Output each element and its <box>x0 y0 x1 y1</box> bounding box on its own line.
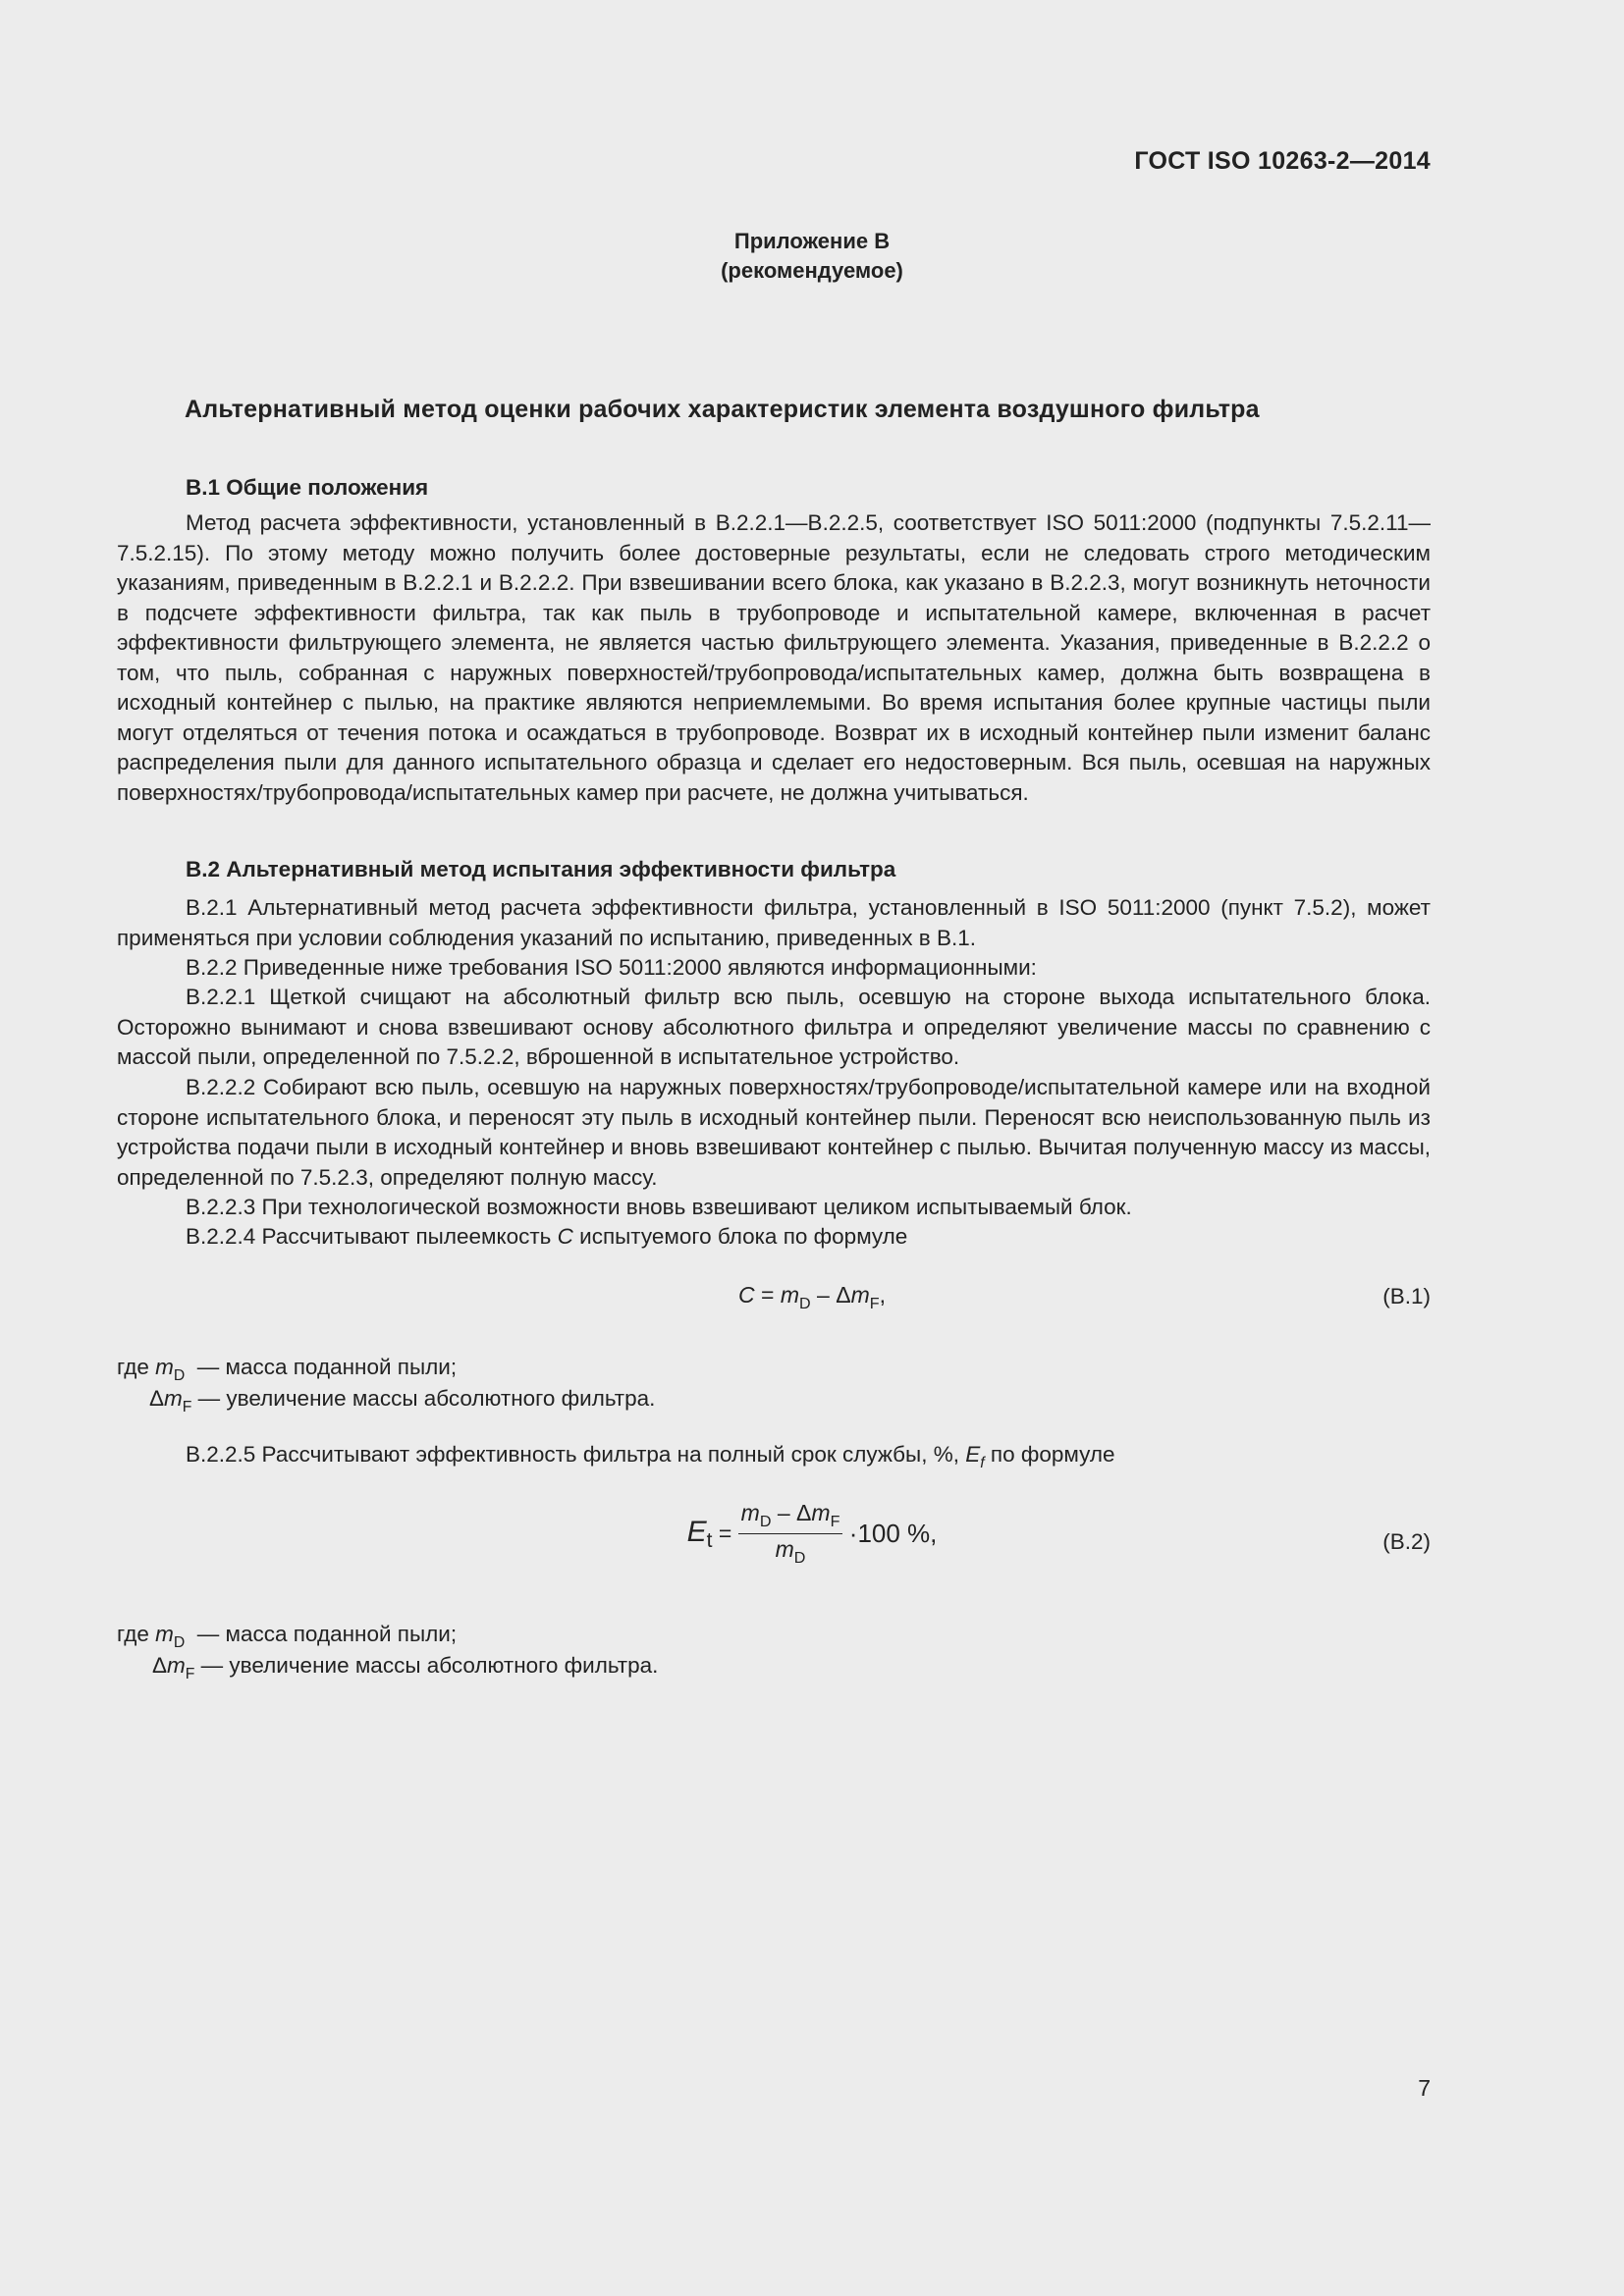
clause-b22: В.2.2 Приведенные ниже требования ISO 5011:2000 являются информационными: <box>186 955 1037 980</box>
section-b1-text: Метод расчета эффективности, установленный в В.2.2.1—В.2.2.5, соответствует ISO 5011:2000 (подпункты 7.5.2.11—7.5.2.15). По этому методу можно получить более достоверные результаты, если не следовать строго методическим указаниям, приведенным в В.2.2.1 и В.2.2.2. При взвешивании всего блока, как указано в В.2.2.3, могут возникнуть неточности в подсчете эффективности фильтра, так как пыль в трубопроводе и испытательной камере, включенная в расчет эффективности фильтрующего элемента, не является частью фильтрующего элемента. Указания, приведенные в В.2.2.2 о том, что пыль, собранная с наружных поверхностей/трубопровода/испытательных камер, должна быть возвращена в исходный контейнер с пылью, на практике являются неприемлемыми. Во время испытания более крупные частицы пыли могут отделяться от течения потока и осаждаться в трубопроводе. Возврат их в исходный контейнер пыли изменит баланс распределения пыли для данного испытательного образца и сделает его недостоверным. Вся пыль, осевшая на наружных поверхностях/трубопровода/испытательных камер при расчете, не должна учитываться. <box>117 510 1431 805</box>
where-dm-line-2: $\Delta m_F$ — увеличение массы абсолютного фильтра. <box>152 1653 659 1682</box>
where-m-line-2: где $m_D$ — масса поданной пыли; <box>117 1622 458 1651</box>
clause-b221: В.2.2.1 Щеткой счищают на абсолютный фильтр всю пыль, осевшую на стороне выхода испытательного блока. Осторожно вынимают и снова взвешивают основу абсолютного фильтра и определяют увеличение массы по сравнению с массой пыли, определенной по 7.5.2.2, вброшенной в испытательное устройство. <box>117 985 1431 1069</box>
formula-b2: $E_t$ = $\frac{m_D - \Delta m_F}{m_D}$ ·100 %, <box>686 1500 938 1567</box>
clause-b225: В.2.2.5 Рассчитывают эффективность фильтра на полный срок службы, %, $E_f$ по формуле <box>186 1442 1115 1471</box>
clause-b224: В.2.2.4 Рассчитывают пылеемкость C испытуемого блока по формуле <box>186 1224 908 1249</box>
appendix-kind: (рекомендуемое) <box>721 258 903 283</box>
appendix-heading <box>0 227 1624 286</box>
formula-b2-fraction: $\frac{m_D - \Delta m_F}{m_D}$ <box>738 1500 843 1568</box>
standard-header: ГОСТ ISO 10263-2—2014 <box>1134 147 1431 175</box>
appendix-title: Приложение В <box>733 229 891 253</box>
clause-b223: В.2.2.3 При технологической возможности вновь взвешивают целиком испытываемый блок. <box>186 1195 1132 1219</box>
formula-b2-number: (В.2) <box>1382 1529 1431 1554</box>
formula-b1: $C = m_D - \Delta m_F$, <box>738 1282 886 1312</box>
where-dm-line: $\Delta m_F$ — увеличение массы абсолютного фильтра. <box>149 1386 656 1415</box>
page-number: 7 <box>1418 2075 1431 2101</box>
section-b2-heading: В.2 Альтернативный метод испытания эффективности фильтра <box>186 857 896 881</box>
section-b1-heading: В.1 Общие положения <box>186 475 429 500</box>
where-m-line: где $m_D$ — масса поданной пыли; <box>117 1355 458 1384</box>
document-title: Альтернативный метод оценки рабочих характеристик элемента воздушного фильтра <box>185 396 1260 423</box>
clause-b222: В.2.2.2 Собирают всю пыль, осевшую на наружных поверхностях/трубопроводе/испытательной камере или на входной стороне испытательного блока, и переносят эту пыль в исходный контейнер пыли. Переносят всю неиспользованную пыль из устройства подачи пыли в исходный контейнер и вновь взвешивают контейнер с пылью. Вычитая полученную массу из массы, определенной по 7.5.2.3, определяют полную массу. <box>117 1075 1431 1190</box>
clause-b21: В.2.1 Альтернативный метод расчета эффективности фильтра, установленный в ISO 5011:2000 (пункт 7.5.2), может применяться при условии соблюдения указаний по испытанию, приведенных в В.1. <box>117 895 1431 950</box>
formula-b1-number: (В.1) <box>1382 1284 1431 1308</box>
